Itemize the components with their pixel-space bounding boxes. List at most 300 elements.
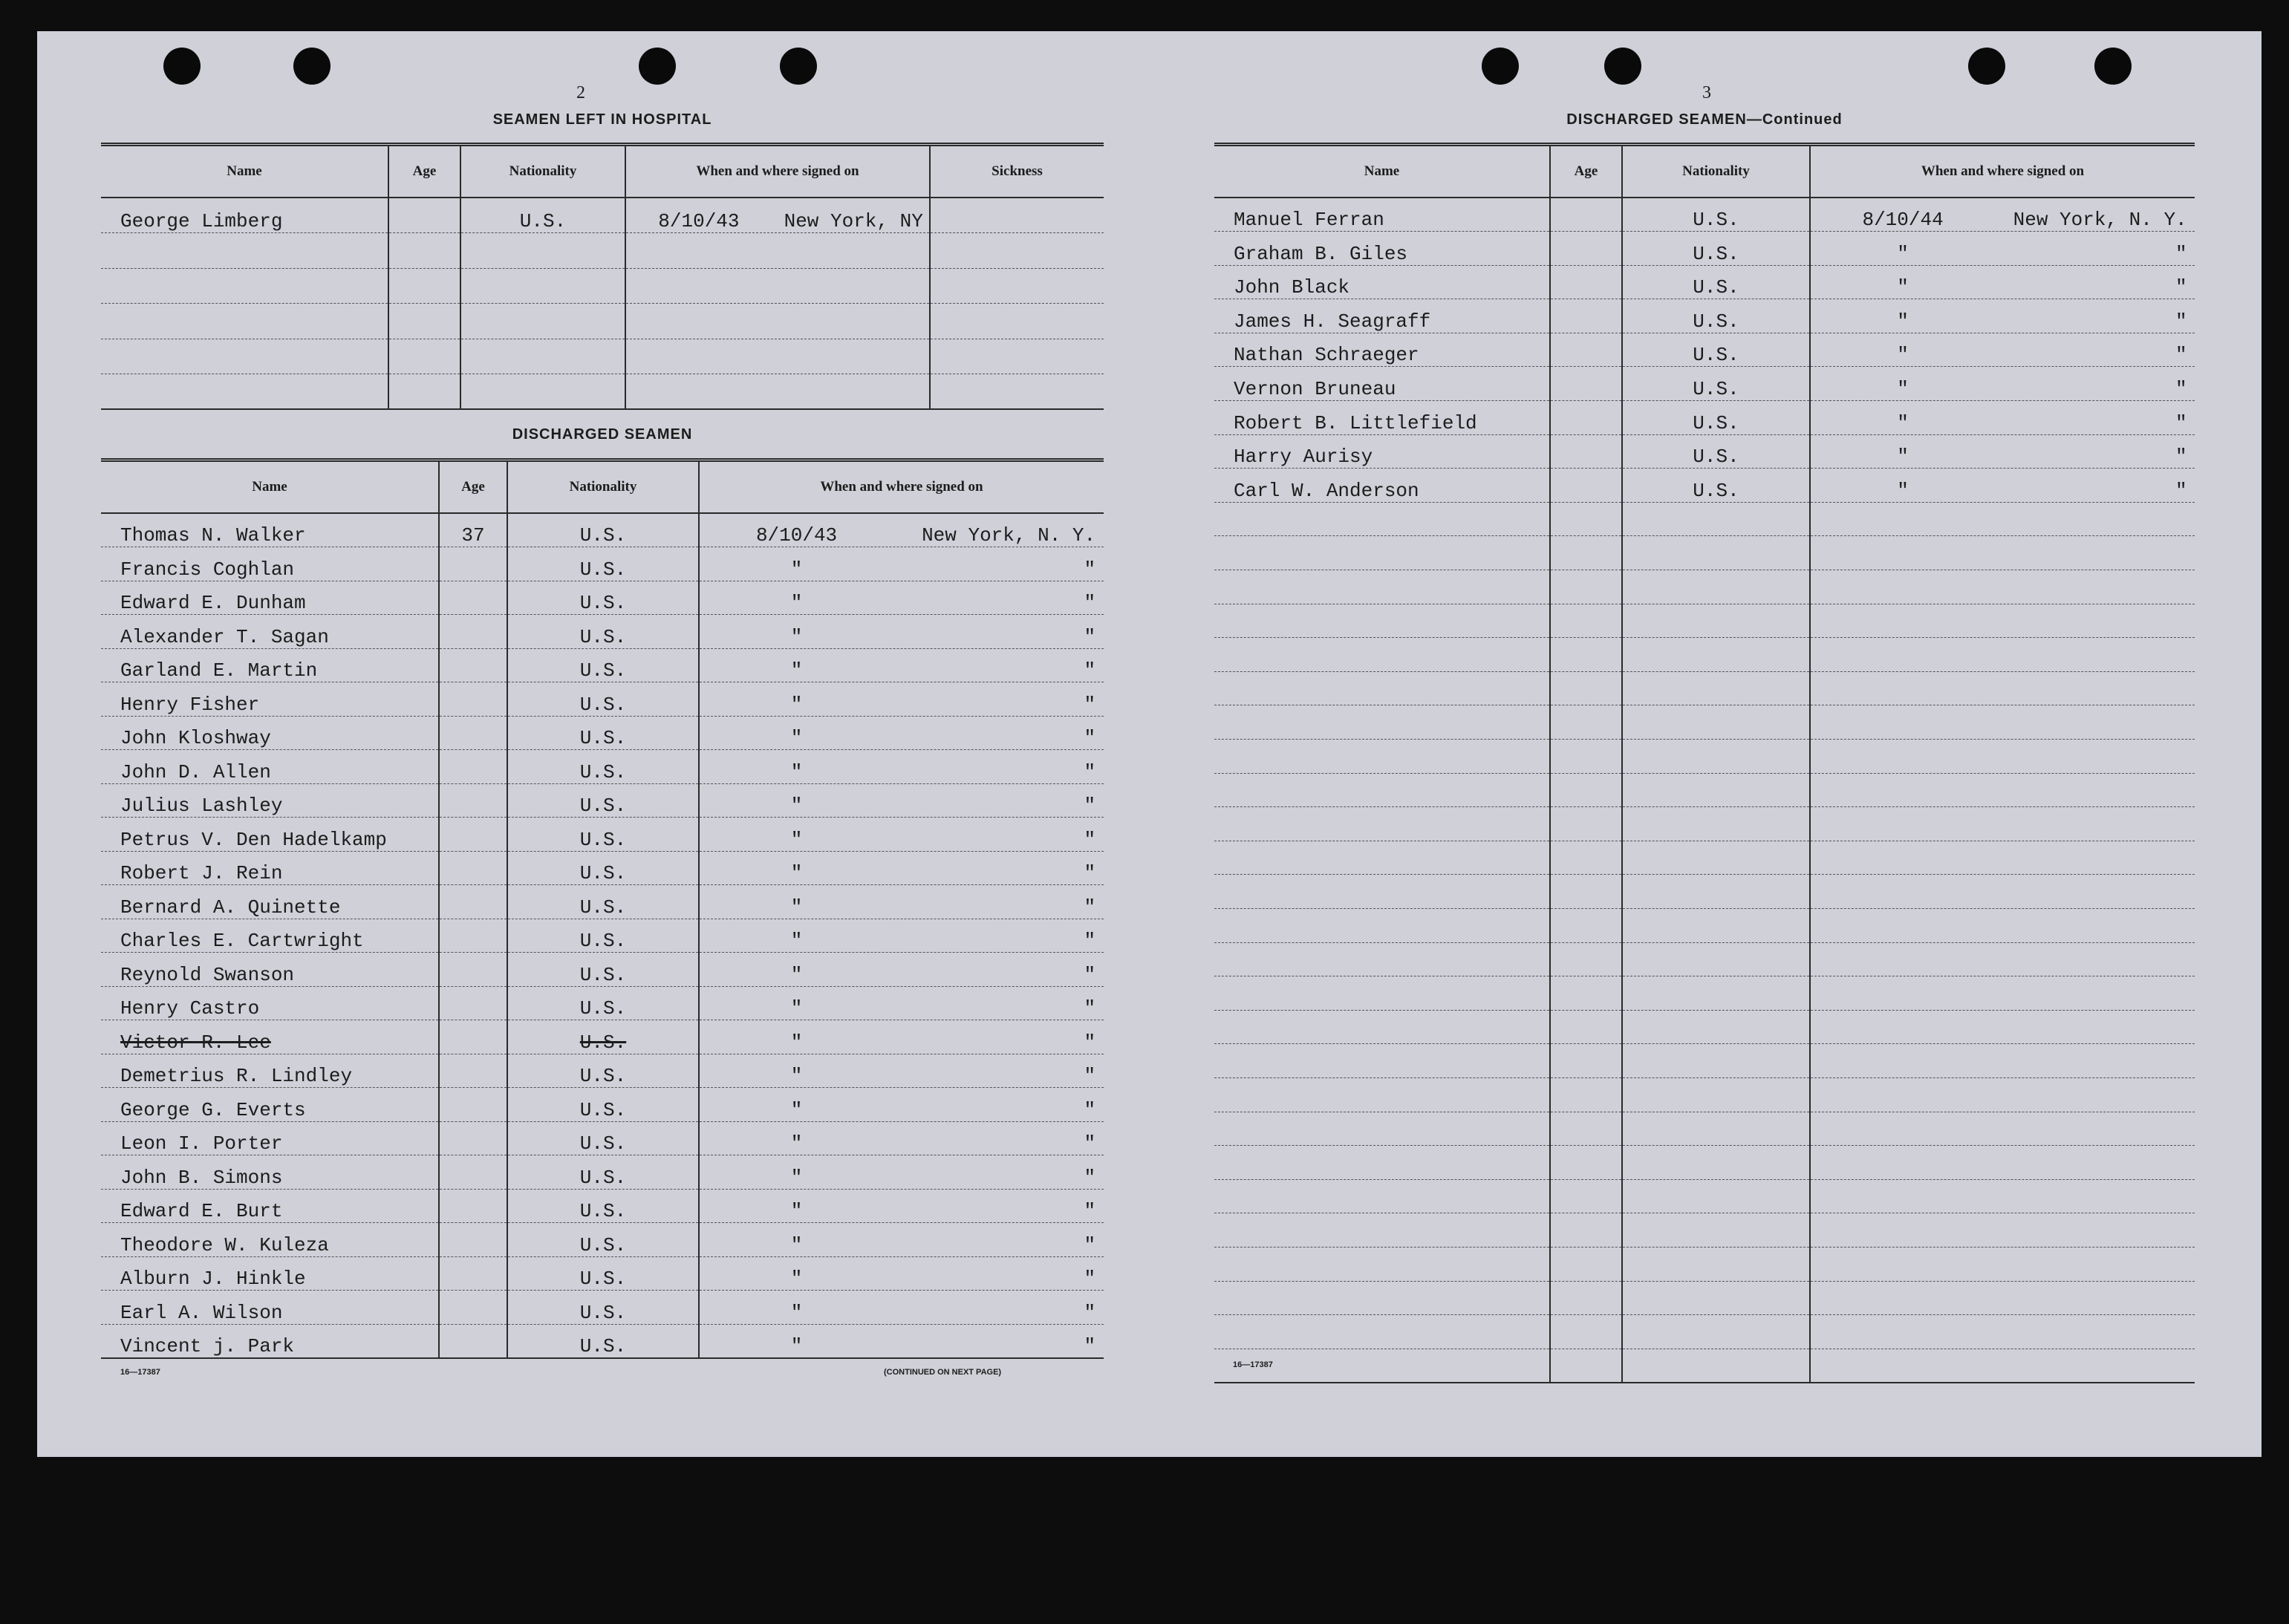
signed-on-cell — [625, 339, 930, 374]
signed-on-cell — [1810, 1349, 2195, 1383]
table-row — [101, 374, 1104, 410]
signed-on-place: " — [2175, 378, 2187, 401]
table-cell — [1622, 1112, 1810, 1146]
signed-on-cell — [1810, 807, 2195, 841]
table-cell — [1622, 1146, 1810, 1180]
signed-on-date: " — [790, 1200, 803, 1222]
table-cell: Julius Lashley — [101, 783, 439, 818]
table-cell — [930, 268, 1104, 304]
table-cell — [439, 1020, 507, 1054]
page-number: 2 — [576, 83, 585, 102]
table-row — [101, 919, 1104, 953]
signed-on-date: " — [790, 1132, 803, 1155]
table-cell — [388, 304, 460, 339]
table-row — [1214, 367, 2195, 401]
column-header: When and where signed on — [699, 460, 1104, 514]
section-title-suffix: —Continued — [1746, 111, 1843, 128]
table-row — [101, 1121, 1104, 1155]
signed-on-cell — [1810, 198, 2195, 232]
table-row — [101, 1256, 1104, 1291]
signed-on-date: " — [790, 963, 803, 986]
signed-on-cell — [625, 304, 930, 339]
table-cell — [1214, 841, 1550, 875]
table-row — [1214, 198, 2195, 232]
table-cell — [1214, 502, 1550, 536]
signed-on-date: " — [790, 693, 803, 716]
table-row — [1214, 604, 2195, 638]
table-cell: Vincent j. Park — [101, 1324, 439, 1358]
table-row — [101, 885, 1104, 919]
table-cell — [439, 1121, 507, 1155]
signed-on-cell — [1810, 1315, 2195, 1349]
signed-on-cell — [699, 648, 1104, 682]
signed-on-cell — [699, 513, 1104, 547]
page-right — [1166, 31, 2262, 1457]
table-row — [1214, 740, 2195, 774]
table-cell — [1550, 1179, 1622, 1213]
signed-on-cell — [1810, 1213, 2195, 1248]
table-cell — [1550, 773, 1622, 807]
table-cell — [439, 682, 507, 717]
table-cell: U.S. — [507, 1189, 699, 1223]
table-cell — [1550, 265, 1622, 299]
table-cell — [460, 374, 625, 410]
table-cell: Carl W. Anderson — [1214, 469, 1550, 503]
signed-on-place: " — [1084, 1098, 1096, 1121]
table-cell — [1622, 1010, 1810, 1044]
table-cell: Harry Aurisy — [1214, 434, 1550, 469]
table-cell: James H. Seagraff — [1214, 299, 1550, 333]
table-cell: John B. Simons — [101, 1155, 439, 1190]
signed-on-date: " — [790, 760, 803, 783]
table-cell: Earl A. Wilson — [101, 1291, 439, 1325]
signed-on-date: " — [1897, 446, 1909, 469]
table-cell: Bernard A. Quinette — [101, 885, 439, 919]
table-row — [101, 1324, 1104, 1358]
table-cell: George Limberg — [101, 198, 388, 233]
table-row — [101, 818, 1104, 852]
table-cell — [1214, 807, 1550, 841]
signed-on-date: " — [790, 997, 803, 1020]
table-cell: U.S. — [507, 1324, 699, 1358]
table-cell — [388, 198, 460, 233]
table-cell — [1622, 536, 1810, 570]
signed-on-date: " — [1897, 479, 1909, 502]
signed-on-date: 8/10/43 — [658, 210, 740, 232]
signed-on-place: " — [1084, 1031, 1096, 1054]
table-cell: Demetrius R. Lindley — [101, 1054, 439, 1088]
signed-on-place: New York, N. Y. — [2013, 209, 2187, 232]
table-cell: Henry Castro — [101, 986, 439, 1020]
table-row — [1214, 773, 2195, 807]
discharged-table — [101, 458, 1104, 1359]
table-cell: U.S. — [507, 1054, 699, 1088]
signed-on-cell — [699, 851, 1104, 885]
table-row — [101, 233, 1104, 269]
table-row — [101, 581, 1104, 615]
table-cell — [1550, 1010, 1622, 1044]
table-cell — [1550, 908, 1622, 942]
table-row — [1214, 570, 2195, 604]
table-cell — [439, 547, 507, 581]
signed-on-cell — [1810, 1010, 2195, 1044]
signed-on-date: " — [790, 592, 803, 614]
signed-on-place: " — [1084, 1200, 1096, 1222]
table-cell: Nathan Schraeger — [1214, 333, 1550, 367]
signed-on-place: " — [1084, 1233, 1096, 1256]
table-cell — [101, 374, 388, 410]
table-cell — [1622, 1349, 1810, 1383]
table-cell — [1550, 942, 1622, 976]
table-row — [101, 648, 1104, 682]
table-cell — [1622, 1179, 1810, 1213]
table-cell: U.S. — [507, 885, 699, 919]
table-cell — [439, 1088, 507, 1122]
table-cell: Graham B. Giles — [1214, 232, 1550, 266]
table-cell — [439, 1189, 507, 1223]
signed-on-cell — [1810, 570, 2195, 604]
punch-hole — [1482, 48, 1519, 85]
signed-on-date: " — [790, 625, 803, 648]
table-cell: Petrus V. Den Hadelkamp — [101, 818, 439, 852]
signed-on-place: " — [2175, 310, 2187, 333]
table-cell: U.S. — [1622, 265, 1810, 299]
column-header: Age — [439, 460, 507, 514]
table-cell — [1622, 875, 1810, 909]
table-cell — [1214, 976, 1550, 1011]
punch-hole — [1968, 48, 2005, 85]
signed-on-cell — [1810, 1247, 2195, 1281]
table-cell — [101, 304, 388, 339]
table-cell — [1622, 502, 1810, 536]
signed-on-date: " — [1897, 310, 1909, 333]
signed-on-date: " — [790, 828, 803, 851]
table-row — [101, 750, 1104, 784]
table-cell: U.S. — [507, 1291, 699, 1325]
signed-on-date: " — [790, 795, 803, 817]
signed-on-cell — [699, 986, 1104, 1020]
table-cell: U.S. — [507, 615, 699, 649]
table-row — [1214, 875, 2195, 909]
table-cell — [1550, 1213, 1622, 1248]
table-row — [1214, 232, 2195, 266]
signed-on-cell — [699, 1121, 1104, 1155]
table-cell — [439, 783, 507, 818]
table-cell — [1622, 1315, 1810, 1349]
table-cell — [388, 374, 460, 410]
column-header: Name — [101, 145, 388, 198]
signed-on-date: " — [1897, 242, 1909, 265]
table-cell: U.S. — [507, 1088, 699, 1122]
table-cell: U.S. — [1622, 232, 1810, 266]
signed-on-cell — [699, 885, 1104, 919]
column-header: When and where signed on — [625, 145, 930, 198]
column-header: When and where signed on — [1810, 145, 2195, 198]
table-cell — [1550, 333, 1622, 367]
table-row — [1214, 638, 2195, 672]
table-row — [1214, 1315, 2195, 1349]
table-row — [1214, 1213, 2195, 1248]
table-row — [101, 716, 1104, 750]
signed-on-date: " — [790, 1098, 803, 1121]
table-cell — [1550, 841, 1622, 875]
table-row — [101, 615, 1104, 649]
signed-on-place: " — [2175, 242, 2187, 265]
table-cell: U.S. — [507, 1155, 699, 1190]
table-row — [101, 783, 1104, 818]
table-cell — [439, 1223, 507, 1257]
table-cell — [1550, 299, 1622, 333]
table-cell — [460, 268, 625, 304]
table-cell: U.S. — [507, 513, 699, 547]
table-row — [1214, 1077, 2195, 1112]
table-cell — [1214, 1281, 1550, 1315]
signed-on-place: " — [1084, 1301, 1096, 1324]
signed-on-cell — [1810, 401, 2195, 435]
table-cell — [439, 648, 507, 682]
table-cell — [1550, 434, 1622, 469]
signed-on-date: " — [1897, 378, 1909, 401]
table-row — [1214, 1349, 2195, 1383]
table-row — [1214, 299, 2195, 333]
signed-on-cell — [1810, 875, 2195, 909]
signed-on-date: " — [790, 930, 803, 952]
signed-on-cell — [1810, 469, 2195, 503]
signed-on-cell — [699, 1324, 1104, 1358]
punch-hole — [780, 48, 817, 85]
table-cell — [1622, 570, 1810, 604]
table-row — [1214, 1146, 2195, 1180]
table-cell — [439, 1155, 507, 1190]
table-row — [1214, 1044, 2195, 1078]
table-cell: U.S. — [507, 1256, 699, 1291]
table-cell — [1550, 367, 1622, 401]
table-row — [1214, 502, 2195, 536]
table-cell — [1622, 908, 1810, 942]
column-header: Name — [101, 460, 439, 514]
signed-on-cell — [1810, 502, 2195, 536]
punch-hole — [639, 48, 676, 85]
table-cell — [1550, 1281, 1622, 1315]
table-cell: U.S. — [1622, 299, 1810, 333]
table-cell — [1214, 671, 1550, 705]
table-cell: Thomas N. Walker — [101, 513, 439, 547]
table-cell — [1214, 1179, 1550, 1213]
table-cell — [1550, 807, 1622, 841]
table-cell: Victor R. Lee — [101, 1020, 439, 1054]
signed-on-cell — [699, 1155, 1104, 1190]
signed-on-cell — [1810, 1179, 2195, 1213]
table-cell: U.S. — [1622, 333, 1810, 367]
table-cell — [1622, 1213, 1810, 1248]
column-header: Sickness — [930, 145, 1104, 198]
table-cell: U.S. — [507, 1223, 699, 1257]
table-cell — [1622, 705, 1810, 740]
table-row — [1214, 333, 2195, 367]
table-cell — [1550, 875, 1622, 909]
table-cell — [1622, 638, 1810, 672]
table-cell — [439, 716, 507, 750]
signed-on-cell — [699, 1189, 1104, 1223]
table-row — [1214, 1112, 2195, 1146]
table-cell — [1214, 638, 1550, 672]
continued-note: (CONTINUED ON NEXT PAGE) — [884, 1368, 1002, 1377]
signed-on-cell — [699, 953, 1104, 987]
table-cell: Manuel Ferran — [1214, 198, 1550, 232]
table-cell — [1214, 1247, 1550, 1281]
signed-on-place: " — [1084, 828, 1096, 851]
table-cell — [460, 339, 625, 374]
section-title-discharged-continued — [1214, 111, 2195, 128]
table-row — [1214, 671, 2195, 705]
signed-on-cell — [625, 233, 930, 269]
signed-on-place: " — [1084, 592, 1096, 614]
hospital-table — [101, 143, 1104, 410]
table-cell: John Kloshway — [101, 716, 439, 750]
signed-on-date: " — [790, 659, 803, 682]
table-row — [101, 198, 1104, 233]
signed-on-cell — [1810, 773, 2195, 807]
signed-on-place: " — [1084, 1065, 1096, 1087]
signed-on-date: " — [790, 1334, 803, 1357]
signed-on-place: " — [2175, 446, 2187, 469]
table-cell: U.S. — [507, 716, 699, 750]
table-row — [101, 1155, 1104, 1190]
signed-on-place: " — [1084, 558, 1096, 581]
table-row — [101, 682, 1104, 717]
signed-on-cell — [1810, 841, 2195, 875]
table-cell — [439, 953, 507, 987]
table-cell — [1214, 740, 1550, 774]
table-cell — [1622, 604, 1810, 638]
table-cell — [1622, 976, 1810, 1011]
table-cell — [1214, 875, 1550, 909]
table-cell: U.S. — [507, 648, 699, 682]
table-cell: Robert B. Littlefield — [1214, 401, 1550, 435]
signed-on-date: " — [790, 1031, 803, 1054]
signed-on-date: " — [790, 1065, 803, 1087]
signed-on-date: " — [790, 1166, 803, 1189]
discharged-continued-table — [1214, 143, 2195, 1383]
table-cell — [1214, 908, 1550, 942]
table-cell: U.S. — [507, 851, 699, 885]
table-cell: U.S. — [507, 581, 699, 615]
table-cell — [1550, 976, 1622, 1011]
table-cell — [1550, 198, 1622, 232]
table-row — [1214, 705, 2195, 740]
signed-on-place: " — [1084, 693, 1096, 716]
table-row — [101, 339, 1104, 374]
signed-on-place: " — [2175, 276, 2187, 299]
table-cell: Alexander T. Sagan — [101, 615, 439, 649]
table-cell — [1622, 1247, 1810, 1281]
table-cell — [1550, 1247, 1622, 1281]
table-cell — [439, 1054, 507, 1088]
table-cell: U.S. — [507, 783, 699, 818]
table-cell: Francis Coghlan — [101, 547, 439, 581]
column-header: Name — [1214, 145, 1550, 198]
signed-on-cell — [625, 198, 930, 233]
signed-on-cell — [699, 783, 1104, 818]
table-cell — [439, 1324, 507, 1358]
table-row — [101, 1291, 1104, 1325]
table-row — [101, 953, 1104, 987]
table-cell: U.S. — [507, 547, 699, 581]
table-cell — [1550, 1077, 1622, 1112]
page-number: 3 — [1702, 83, 1711, 102]
table-cell: 37 — [439, 513, 507, 547]
table-row — [1214, 536, 2195, 570]
table-cell: George G. Everts — [101, 1088, 439, 1122]
signed-on-place: " — [1084, 862, 1096, 884]
table-cell: Leon I. Porter — [101, 1121, 439, 1155]
signed-on-cell — [1810, 299, 2195, 333]
signed-on-cell — [625, 374, 930, 410]
form-number: 16—17387 — [120, 1368, 160, 1377]
table-cell — [460, 304, 625, 339]
signed-on-date: " — [1897, 411, 1909, 434]
table-cell: U.S. — [1622, 434, 1810, 469]
table-cell: Edward E. Dunham — [101, 581, 439, 615]
signed-on-cell — [1810, 638, 2195, 672]
table-cell — [1622, 1077, 1810, 1112]
table-cell: U.S. — [507, 818, 699, 852]
signed-on-cell — [1810, 1112, 2195, 1146]
signed-on-date: " — [1897, 344, 1909, 367]
table-cell: U.S. — [1622, 469, 1810, 503]
signed-on-cell — [699, 581, 1104, 615]
signed-on-date: " — [1897, 276, 1909, 299]
table-row — [1214, 1281, 2195, 1315]
signed-on-cell — [699, 682, 1104, 717]
signed-on-place: " — [1084, 760, 1096, 783]
table-cell — [460, 233, 625, 269]
signed-on-place: " — [1084, 1132, 1096, 1155]
signed-on-cell — [699, 1054, 1104, 1088]
table-cell: U.S. — [1622, 198, 1810, 232]
signed-on-date: 8/10/43 — [755, 524, 838, 547]
table-cell — [439, 986, 507, 1020]
table-row — [1214, 1010, 2195, 1044]
signed-on-place: " — [1084, 1334, 1096, 1357]
table-cell — [1550, 1315, 1622, 1349]
signed-on-cell — [699, 1088, 1104, 1122]
column-header: Nationality — [507, 460, 699, 514]
table-row — [1214, 807, 2195, 841]
table-cell: Alburn J. Hinkle — [101, 1256, 439, 1291]
table-cell — [388, 233, 460, 269]
table-row — [1214, 1179, 2195, 1213]
table-cell — [1214, 570, 1550, 604]
table-cell — [1550, 536, 1622, 570]
table-cell — [101, 339, 388, 374]
table-row — [1214, 976, 2195, 1011]
table-cell: U.S. — [507, 953, 699, 987]
signed-on-date: " — [790, 727, 803, 749]
punch-hole — [1604, 48, 1641, 85]
signed-on-cell — [699, 1256, 1104, 1291]
table-cell — [1622, 773, 1810, 807]
table-cell: Henry Fisher — [101, 682, 439, 717]
punch-hole — [293, 48, 331, 85]
table-cell — [1214, 1315, 1550, 1349]
table-row — [1214, 841, 2195, 875]
signed-on-place: " — [1084, 997, 1096, 1020]
signed-on-cell — [1810, 232, 2195, 266]
table-cell — [1550, 705, 1622, 740]
table-cell — [439, 615, 507, 649]
signed-on-cell — [1810, 1077, 2195, 1112]
